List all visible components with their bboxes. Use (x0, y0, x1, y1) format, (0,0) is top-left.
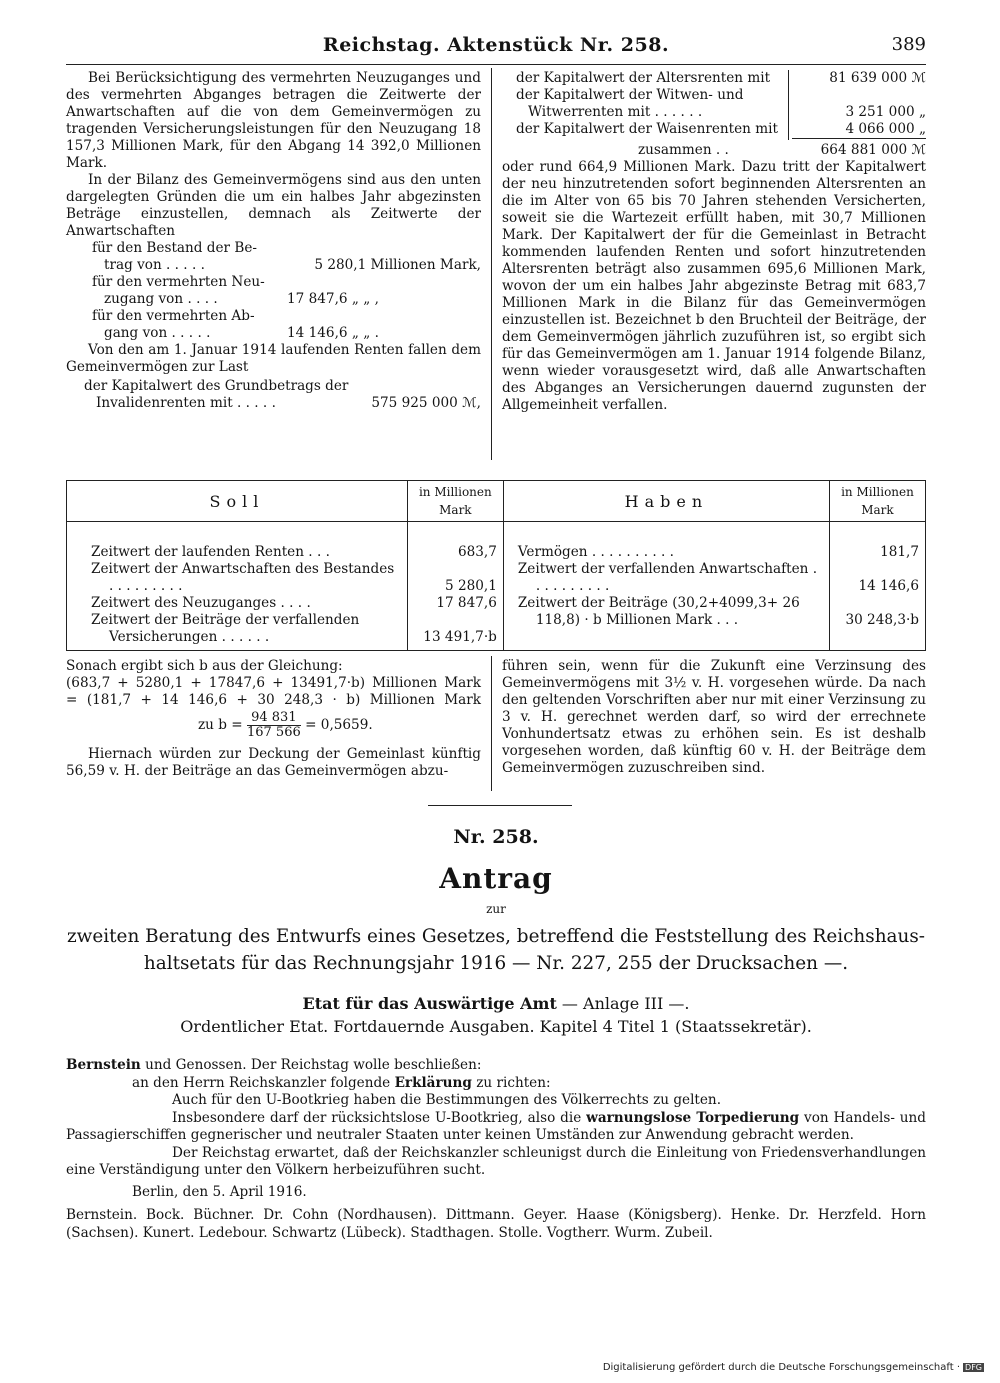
table-row: Zeitwert der laufenden Renten . . . (91, 544, 330, 560)
motion-line: Insbesondere darf der rücksichtslose U-Bootkrieg, also die warnungslose Torpedierung von Handels- und Passagierschiffen gegnerischer und neutraler Staaten unter keinen Umständen zur Anwendung gebracht werden. (66, 1109, 927, 1143)
table-cell: 13 491,7·b (423, 629, 497, 645)
motion-line: Auch für den U-Bootkrieg haben die Bestimmungen des Völkerrechts zu gelten. (172, 1092, 722, 1108)
sum-label: zusammen . . (638, 142, 729, 158)
paragraph: führen sein, wenn für die Zukunft eine Verzinsung des Gemeinvermögens mit 3½ v. H. vorgesehen würde. Da nach den geltenden Vorschriften aber nur mit einer Verzinsung zu 3 v. H. gerechnet werden darf, so wird der errechnete Vonhundertsatz etwas zu erhöhen sein. Es ist deshalb vorgesehen worden, daß künftig 60 v. H. der Beiträge dem Gemeinvermögen zuzuschreiben sind. (502, 658, 926, 776)
column-divider (491, 656, 492, 791)
paragraph: oder rund 664,9 Millionen Mark. Dazu tritt der Kapitalwert der neu hinzutretenden sofort beginnenden Altersrenten an die im Alter von 65 bis 70 Jahren stehenden Versicherten, soweit sie die Wartezeit erfüllt haben, mit 30,7 Millionen Mark. Der Kapitalwert der für die Gemeinlast in Betracht kommenden laufenden Renten und sofort hinzutretenden Altersrenten beträgt also zusammen 695,6 Millionen Mark, wovon der um ein halbes Jahr abgezinste Betrag mit 683,7 Millionen Mark in die Bilanz für das Gemeinvermögen einzustellen ist. Bezeichnet b den Bruchteil der Beiträge, der dem Gemeinvermögen jährlich zuzuführen ist, so ergibt sich für das Gemeinvermögen am 1. Januar 1914 folgende Bilanz, wenn wieder vorausgesetzt wird, daß alle Anwartschaften des Abganges an Versicherungen dauernd zugunsten der Allgemeinheit verfallen. (502, 159, 926, 413)
text-line: für den Bestand der Be- (92, 240, 257, 256)
right-column-top (502, 70, 926, 414)
column-divider (491, 68, 492, 460)
equation-line: = (181,7 + 14 146,6 + 30 248,3 · b) Millionen Mark (66, 692, 481, 708)
motion-intro: Bernstein und Genossen. Der Reichstag wolle beschließen: (66, 1057, 482, 1073)
etat-line: Etat für das Auswärtige Amt — Anlage III —. (302, 994, 690, 1013)
header-rule (66, 64, 926, 65)
soll-labels (67, 522, 408, 651)
value: 5 280,1 Millionen Mark, (314, 257, 481, 273)
table-row: Zeitwert der Beiträge der verfallenden Versicherungen . . . . . . (91, 612, 360, 645)
unit-header: in Millionen Mark (407, 481, 503, 522)
table-cell: 14 146,6 (858, 578, 919, 594)
soll-header: Soll (67, 481, 408, 522)
table-row: Zeitwert des Neuzuganges . . . . (91, 595, 311, 611)
motion-text (66, 1057, 926, 1242)
text-line: zugang von . . . . (104, 291, 218, 307)
text-line: der Kapitalwert der Witwen- und (516, 87, 744, 103)
balance-table (66, 480, 926, 651)
fraction: $\frac{94 831}{167 566}$ (246, 710, 301, 740)
table-row: Vermögen . . . . . . . . . . (517, 544, 674, 560)
doc-number: Nr. 258. (453, 826, 539, 848)
text-line: Witwerrenten mit . . . . . . (528, 104, 703, 120)
text-line: der Kapitalwert des Grundbetrags der (84, 378, 349, 394)
table-cell: 683,7 (457, 544, 497, 560)
text-line: für den vermehrten Ab- (92, 308, 255, 324)
table-cell: 30 248,3·b (845, 612, 919, 628)
text-line: trag von . . . . . (104, 257, 205, 273)
doc-subtitle: zweiten Beratung des Entwurfs eines Gesetzes, betreffend die Feststellung des Reichshaus- haltsetats für das Rechnungsjahr 1916 — Nr. 227, 255 der Drucksachen —. (66, 926, 926, 974)
text-line: Invalidenrenten mit . . . . . (96, 395, 276, 411)
text-line: der Kapitalwert der Waisenrenten mit (516, 121, 778, 137)
page-header (66, 34, 926, 64)
doc-title: Antrag (439, 862, 553, 895)
soll-values (407, 522, 503, 651)
motion-date: Berlin, den 5. April 1916. (132, 1183, 307, 1200)
text-line: für den vermehrten Neu- (92, 274, 265, 290)
value: 575 925 000 ℳ, (371, 395, 481, 411)
unit-header: in Millionen Mark (829, 481, 925, 522)
etat-line-2: Ordentlicher Etat. Fortdauernde Ausgaben. Kapitel 4 Titel 1 (Staatssekretär). (180, 1017, 812, 1036)
running-title: Reichstag. Aktenstück Nr. 258. (322, 34, 670, 56)
left-column-top (66, 70, 481, 412)
table-cell: 5 280,1 (444, 578, 497, 594)
sum-value: 664 881 000 ℳ (820, 142, 926, 158)
motion-signatures: Bernstein. Bock. Büchner. Dr. Cohn (Nordhausen). Dittmann. Geyer. Haase (Königsberg). Henke. Dr. Herzfeld. Horn (Sachsen). Kunert. Ledebour. Schwartz (Lübeck). Stadthagen. Stolle. Vogtherr. Wurm. Zubeil. (66, 1207, 926, 1241)
table-cell: 17 847,6 (436, 595, 497, 611)
sum-rule (792, 138, 926, 139)
table-row: Zeitwert der verfallenden Anwartschaften . . . . . . . . . . (517, 561, 818, 594)
text-line: der Kapitalwert der Altersrenten mit (516, 70, 771, 86)
motion-line: Der Reichstag erwartet, daß der Reichskanzler schleunigst durch die Einleitung von Friedensverhandlungen eine Verständigung unter den Völkern herbeizuführen sucht. (66, 1144, 926, 1178)
page-number: 389 (891, 34, 926, 55)
paragraph: Sonach ergibt sich b aus der Gleichung: (66, 658, 343, 674)
paragraph: Von den am 1. Januar 1914 laufenden Renten fallen dem Gemeinvermögen zur Last (66, 342, 481, 375)
value-divider (788, 70, 789, 140)
value: 17 847,6 „ „ , (287, 291, 379, 307)
value: 81 639 000 ℳ (829, 70, 926, 86)
doc-zur: zur (486, 902, 506, 916)
haben-labels (503, 522, 829, 651)
dfg-logo: DFG (965, 1363, 982, 1372)
value: 3 251 000 „ (845, 104, 926, 120)
section-rule (428, 805, 572, 806)
text-line: gang von . . . . . (104, 325, 211, 341)
motion-line: an den Herrn Reichskanzler folgende Erklärung zu richten: (132, 1074, 551, 1091)
table-cell: 181,7 (880, 544, 919, 560)
paragraph: Bei Berücksichtigung des vermehrten Neuzuganges und des vermehrten Abganges betragen die Zeitwerte der Anwartschaften auf die von dem Gemeinvermögen zu tragenden Versicherungsleistungen für den Neuzugang 18 157,3 Millionen Mark, für den Abgang 14 392,0 Millionen Mark. (66, 70, 481, 171)
value: 4 066 000 „ (845, 121, 926, 137)
equation-line: (683,7 + 5280,1 + 17847,6 + 13491,7·b) Millionen Mark (66, 675, 481, 691)
value: 14 146,6 „ „ . (287, 325, 379, 341)
haben-header: Haben (503, 481, 829, 522)
haben-values (829, 522, 925, 651)
paragraph: In der Bilanz des Gemeinvermögens sind aus den unten dargelegten Gründen die um ein halbes Jahr abgezinsten Beträge einzustellen, demnach als Zeitwerte der Anwartschaften (66, 172, 481, 239)
table-row: Zeitwert der Beiträge (30,2+4099,3+ 26 118,8) · b Millionen Mark . . . (517, 595, 800, 628)
footer-credit: Digitalisierung gefördert durch die Deutsche Forschungsgemeinschaft · DFG (602, 1362, 982, 1373)
table-row: Zeitwert der Anwartschaften des Bestandes . . . . . . . . . (91, 561, 395, 594)
left-column-bottom (66, 658, 481, 780)
right-column-bottom (502, 658, 926, 777)
equation-fraction: zu b = $\frac{94 831}{167 566}$ = 0,5659. (198, 710, 373, 740)
paragraph: Hiernach würden zur Deckung der Gemeinlast künftig 56,59 v. H. der Beiträge an das Gemeinvermögen abzu- (66, 746, 481, 779)
